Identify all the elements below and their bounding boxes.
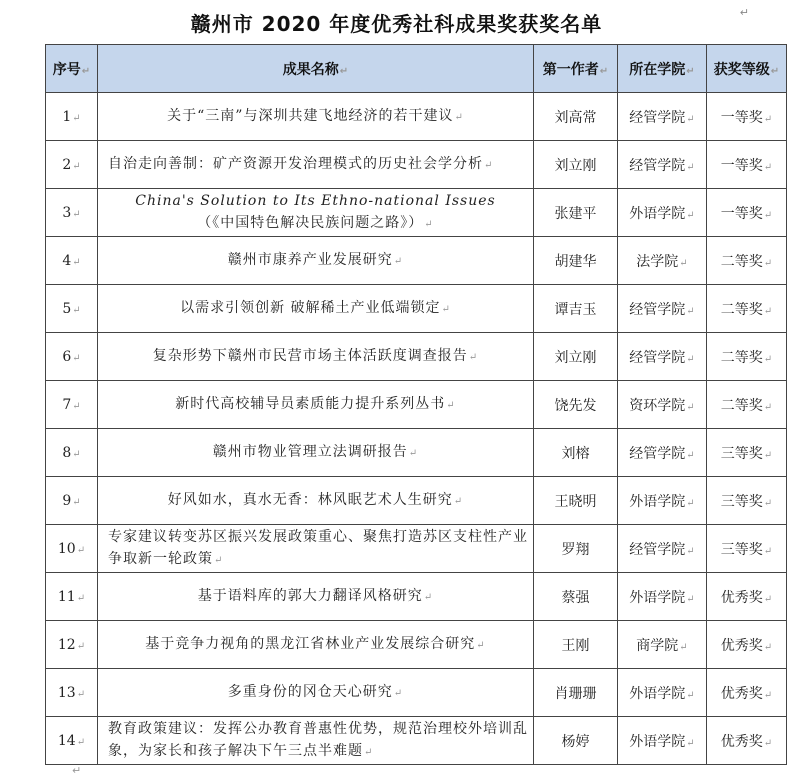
table-row <box>46 189 787 237</box>
cell-award: 三等奖↵ <box>707 429 787 477</box>
table-row <box>46 141 787 189</box>
table-row <box>46 237 787 285</box>
cell-title: 新时代高校辅导员素质能力提升系列丛书↵ <box>98 381 534 429</box>
table-row <box>46 525 787 573</box>
table-header-row <box>46 45 787 93</box>
cell-no: 6↵ <box>46 333 98 381</box>
cell-no: 8↵ <box>46 429 98 477</box>
cell-title: China's Solution to Its Ethno-national Issues （《中国特色解决民族问题之路》）↵ <box>98 189 534 237</box>
cell-title: 赣州市物业管理立法调研报告↵ <box>98 429 534 477</box>
cell-college: 外语学院↵ <box>618 573 707 621</box>
cell-college: 法学院↵ <box>618 237 707 285</box>
cell-award: 三等奖↵ <box>707 525 787 573</box>
table-row <box>46 621 787 669</box>
cell-title: 赣州市康养产业发展研究↵ <box>98 237 534 285</box>
cell-award: 一等奖↵ <box>707 141 787 189</box>
cell-award: 二等奖↵ <box>707 237 787 285</box>
cell-college: 经管学院↵ <box>618 333 707 381</box>
cell-award: 二等奖↵ <box>707 333 787 381</box>
cell-title: 好风如水，真水无香：林风眠艺术人生研究↵ <box>98 477 534 525</box>
table-row <box>46 285 787 333</box>
cell-title: 复杂形势下赣州市民营市场主体活跃度调查报告↵ <box>98 333 534 381</box>
cell-title: 基于语料库的郭大力翻译风格研究↵ <box>98 573 534 621</box>
cell-author: 胡建华 <box>534 237 618 285</box>
cell-no: 12↵ <box>46 621 98 669</box>
cell-author: 张建平 <box>534 189 618 237</box>
cell-author: 蔡强 <box>534 573 618 621</box>
cell-author: 肖珊珊 <box>534 669 618 717</box>
table-row <box>46 717 787 765</box>
cell-author: 刘立刚 <box>534 141 618 189</box>
cell-award: 一等奖↵ <box>707 93 787 141</box>
cell-no: 9↵ <box>46 477 98 525</box>
cell-title: 基于竞争力视角的黑龙江省林业产业发展综合研究↵ <box>98 621 534 669</box>
header-title: 成果名称↵ <box>98 45 534 93</box>
cell-award: 三等奖↵ <box>707 477 787 525</box>
table-row <box>46 429 787 477</box>
cell-no: 2↵ <box>46 141 98 189</box>
cell-title: 自治走向善制：矿产资源开发治理模式的历史社会学分析↵ <box>98 141 534 189</box>
cell-title-english: China's Solution to Its Ethno-national Issues <box>135 192 496 209</box>
cell-college: 外语学院↵ <box>618 189 707 237</box>
cell-award: 二等奖↵ <box>707 381 787 429</box>
cell-college: 资环学院↵ <box>618 381 707 429</box>
cell-title: 多重身份的冈仓天心研究↵ <box>98 669 534 717</box>
cell-no: 4↵ <box>46 237 98 285</box>
cell-no: 1↵ <box>46 93 98 141</box>
cell-author: 刘立刚 <box>534 333 618 381</box>
cell-author: 刘榕 <box>534 429 618 477</box>
cell-title: 教育政策建议：发挥公办教育普惠性优势，规范治理校外培训乱象，为家长和孩子解决下午三点半难题↵ <box>98 717 534 765</box>
cell-college: 外语学院↵ <box>618 669 707 717</box>
award-table <box>45 44 787 765</box>
cell-title: 专家建议转变苏区振兴发展政策重心、聚焦打造苏区支柱性产业争取新一轮政策↵ <box>98 525 534 573</box>
table-row <box>46 669 787 717</box>
cell-author: 王刚 <box>534 621 618 669</box>
cell-college: 商学院↵ <box>618 621 707 669</box>
cell-author: 饶先发 <box>534 381 618 429</box>
paragraph-mark-icon: ↵ <box>72 764 82 777</box>
cell-award: 优秀奖↵ <box>707 669 787 717</box>
cell-no: 14↵ <box>46 717 98 765</box>
table-row <box>46 333 787 381</box>
cell-no: 10↵ <box>46 525 98 573</box>
table-row <box>46 381 787 429</box>
header-author: 第一作者↵ <box>534 45 618 93</box>
cell-no: 3↵ <box>46 189 98 237</box>
paragraph-mark-icon: ↵ <box>739 6 749 19</box>
cell-award: 优秀奖↵ <box>707 573 787 621</box>
cell-author: 谭吉玉 <box>534 285 618 333</box>
cell-award: 一等奖↵ <box>707 189 787 237</box>
cell-award: 优秀奖↵ <box>707 717 787 765</box>
cell-college: 经管学院↵ <box>618 525 707 573</box>
table-row <box>46 477 787 525</box>
cell-author: 王晓明 <box>534 477 618 525</box>
cell-college: 外语学院↵ <box>618 477 707 525</box>
header-college: 所在学院↵ <box>618 45 707 93</box>
cell-college: 经管学院↵ <box>618 141 707 189</box>
cell-college: 经管学院↵ <box>618 429 707 477</box>
cell-title: 关于“三南”与深圳共建飞地经济的若干建议↵ <box>98 93 534 141</box>
cell-no: 7↵ <box>46 381 98 429</box>
cell-award: 优秀奖↵ <box>707 621 787 669</box>
cell-no: 5↵ <box>46 285 98 333</box>
cell-award: 二等奖↵ <box>707 285 787 333</box>
cell-author: 刘高常 <box>534 93 618 141</box>
cell-college: 经管学院↵ <box>618 285 707 333</box>
cell-author: 罗翔 <box>534 525 618 573</box>
table-row <box>46 573 787 621</box>
cell-college: 外语学院↵ <box>618 717 707 765</box>
cell-title: 以需求引领创新 破解稀土产业低端锁定↵ <box>98 285 534 333</box>
cell-college: 经管学院↵ <box>618 93 707 141</box>
cell-author: 杨婷 <box>534 717 618 765</box>
header-award: 获奖等级↵ <box>707 45 787 93</box>
cell-no: 13↵ <box>46 669 98 717</box>
cell-no: 11↵ <box>46 573 98 621</box>
table-row <box>46 93 787 141</box>
page-title: 赣州市 2020 年度优秀社科成果奖获奖名单 <box>190 12 603 36</box>
header-no: 序号↵ <box>46 45 98 93</box>
